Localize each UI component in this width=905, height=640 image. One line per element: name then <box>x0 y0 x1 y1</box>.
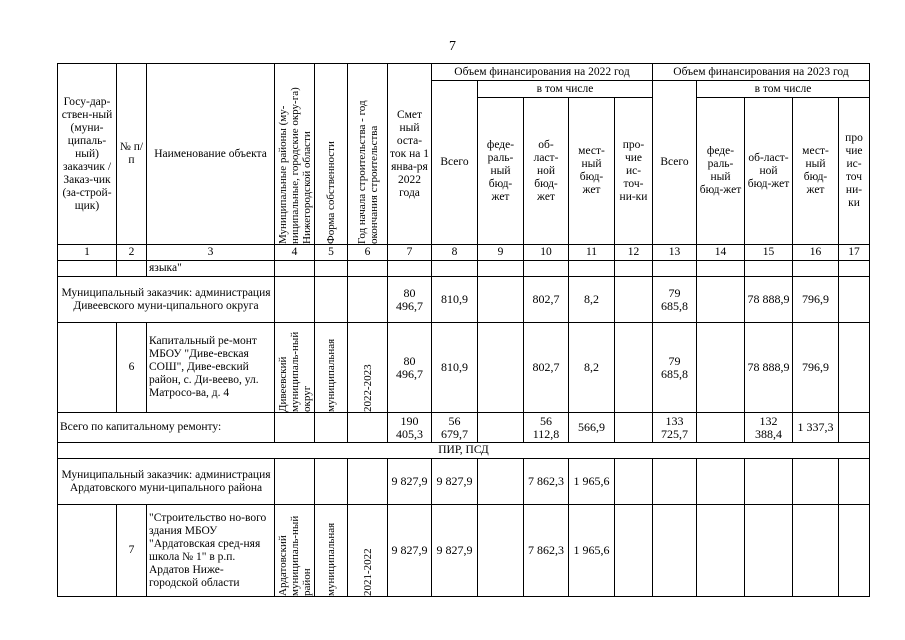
financing-table <box>57 63 870 597</box>
col-number: 14 <box>697 245 745 261</box>
regional-2023-cell: 78 888,9 <box>745 323 793 413</box>
header-incl-2022: в том числе <box>478 81 653 98</box>
header-federal-2022: феде-раль-ный бюд-жет <box>478 98 524 245</box>
regional-2022-cell: 802,7 <box>524 277 569 323</box>
col-number: 17 <box>839 245 870 261</box>
header-incl-2023: в том числе <box>697 81 870 98</box>
object-ownership: муниципальная <box>315 505 348 597</box>
col-number: 3 <box>147 245 275 261</box>
regional-2022-cell: 56 112,8 <box>524 413 569 443</box>
object-district: Дивеевский муниципаль-ный округ <box>275 323 315 413</box>
object-number: 7 <box>117 505 147 597</box>
header-total-2022: Всего <box>432 81 478 245</box>
col-number: 10 <box>524 245 569 261</box>
continuation-row <box>58 261 870 277</box>
local-2022-cell: 1 965,6 <box>569 459 615 505</box>
object-years: 2022-2023 <box>348 323 388 413</box>
header-other-2022: про-чие ис-точ-ни-ки <box>615 98 653 245</box>
header-total-2023: Всего <box>653 81 697 245</box>
col-number: 7 <box>388 245 432 261</box>
local-2022-cell: 566,9 <box>569 413 615 443</box>
total-2022-cell: 810,9 <box>432 277 478 323</box>
balance-cell: 9 827,9 <box>388 459 432 505</box>
customer-row-ardatov <box>58 459 870 505</box>
header-name: Наименование объекта <box>147 64 275 245</box>
object-ownership: муниципальная <box>315 323 348 413</box>
customer-label: Муниципальный заказчик: администрация Дивеевского муни-ципального округа <box>58 277 275 323</box>
section-title: ПИР, ПСД <box>58 443 870 459</box>
object-row-7 <box>58 505 870 597</box>
column-number-row <box>58 245 870 261</box>
total-2022-cell: 56 679,7 <box>432 413 478 443</box>
col-number: 8 <box>432 245 478 261</box>
header-years: Год начала строительства - год окончания строительства <box>348 64 388 245</box>
col-number: 6 <box>348 245 388 261</box>
balance-cell: 190 405,3 <box>388 413 432 443</box>
local-2022-cell: 1 965,6 <box>569 505 615 597</box>
header-num: № п/п <box>117 64 147 245</box>
header-districts: Муниципальные районы (му-ниципальные, городские окру-га) Нижегородской области <box>275 64 315 245</box>
total-2023-cell: 79 685,8 <box>653 277 697 323</box>
local-2022-cell: 8,2 <box>569 277 615 323</box>
balance-cell: 80 496,7 <box>388 277 432 323</box>
header-other-2023: про чие ис-точ ни-ки <box>839 98 870 245</box>
total-2023-cell: 79 685,8 <box>653 323 697 413</box>
col-number: 12 <box>615 245 653 261</box>
object-name: Капитальный ре-монт МБОУ "Диве-евская СОШ", Диве-евский район, с. Ди-веево, ул. Матросо-ва, д. 4 <box>147 323 275 413</box>
local-2023-cell: 796,9 <box>793 277 839 323</box>
local-2022-cell: 8,2 <box>569 323 615 413</box>
object-number: 6 <box>117 323 147 413</box>
header-customer: Госу-дар-ствен-ный (муни-ципаль-ный) заказчик / Заказ-чик (за-строй-щик) <box>58 64 117 245</box>
header-regional-2023: об-ласт-ной бюд-жет <box>745 98 793 245</box>
col-number: 9 <box>478 245 524 261</box>
header-local-2022: мест-ный бюд-жет <box>569 98 615 245</box>
section-row <box>58 443 870 459</box>
header-balance: Смет ный оста-ток на 1 янва-ря 2022 года <box>388 64 432 245</box>
continued-text: языка" <box>147 261 275 277</box>
col-number: 15 <box>745 245 793 261</box>
page-number: 7 <box>449 39 456 54</box>
header-federal-2023: феде-раль-ный бюд-жет <box>697 98 745 245</box>
subtotal-row <box>58 413 870 443</box>
header-fin2022: Объем финансирования на 2022 год <box>432 64 653 81</box>
regional-2022-cell: 7 862,3 <box>524 459 569 505</box>
total-2022-cell: 9 827,9 <box>432 459 478 505</box>
subtotal-label: Всего по капитальному ремонту: <box>58 413 275 443</box>
col-number: 1 <box>58 245 117 261</box>
col-number: 13 <box>653 245 697 261</box>
total-2022-cell: 9 827,9 <box>432 505 478 597</box>
balance-cell: 80 496,7 <box>388 323 432 413</box>
header-fin2023: Объем финансирования на 2023 год <box>653 64 870 81</box>
customer-label: Муниципальный заказчик: администрация Ардатовского муни-ципального района <box>58 459 275 505</box>
total-2023-cell: 133 725,7 <box>653 413 697 443</box>
header-ownership: Форма собственности <box>315 64 348 245</box>
regional-2022-cell: 802,7 <box>524 323 569 413</box>
regional-2023-cell: 132 388,4 <box>745 413 793 443</box>
customer-row-diveevo <box>58 277 870 323</box>
col-number: 2 <box>117 245 147 261</box>
header-local-2023: мест-ный бюд-жет <box>793 98 839 245</box>
col-number: 11 <box>569 245 615 261</box>
col-number: 5 <box>315 245 348 261</box>
col-number: 4 <box>275 245 315 261</box>
balance-cell: 9 827,9 <box>388 505 432 597</box>
object-row-6 <box>58 323 870 413</box>
object-years: 2021-2022 <box>348 505 388 597</box>
regional-2022-cell: 7 862,3 <box>524 505 569 597</box>
col-number: 16 <box>793 245 839 261</box>
local-2023-cell: 796,9 <box>793 323 839 413</box>
local-2023-cell: 1 337,3 <box>793 413 839 443</box>
object-district: Ардатовский муниципаль-ный район <box>275 505 315 597</box>
object-name: "Строительство но-вого здания МБОУ "Ардатовская сред-няя школа № 1" в р.п. Ардатов Ниже-городской области <box>147 505 275 597</box>
total-2022-cell: 810,9 <box>432 323 478 413</box>
header-regional-2022: об-ласт-ной бюд-жет <box>524 98 569 245</box>
regional-2023-cell: 78 888,9 <box>745 277 793 323</box>
